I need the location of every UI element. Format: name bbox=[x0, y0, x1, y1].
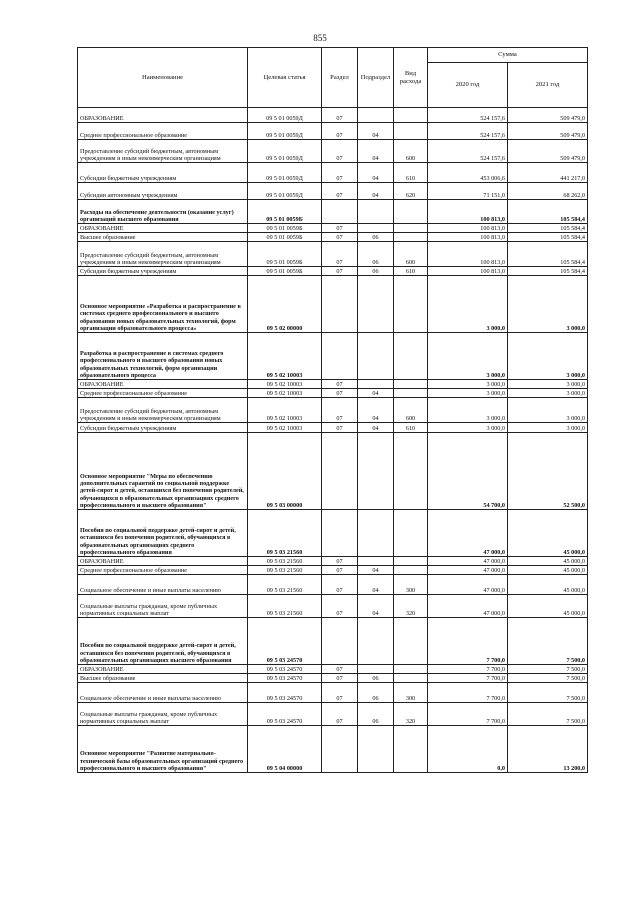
row-2020-cell: 453 006,6 bbox=[428, 163, 508, 183]
row-expense-cell: 300 bbox=[394, 683, 428, 703]
row-subsection-cell bbox=[358, 557, 394, 566]
row-subsection-cell bbox=[358, 618, 394, 665]
row-2020-cell: 3 000,0 bbox=[428, 423, 508, 433]
row-2020-cell: 47 000,0 bbox=[428, 557, 508, 566]
header-name: Наименование bbox=[78, 48, 248, 108]
row-section-cell: 07 bbox=[322, 183, 358, 200]
row-2020-cell: 524 157,6 bbox=[428, 140, 508, 163]
table-row bbox=[78, 267, 588, 276]
row-subsection-cell bbox=[358, 510, 394, 557]
row-code-cell: 09 5 01 0059Б bbox=[248, 200, 322, 224]
row-name-cell: Социальные выплаты гражданам, кроме публичных нормативных социальных выплат bbox=[78, 703, 248, 726]
row-2021-cell: 7 500,0 bbox=[508, 665, 588, 674]
row-section-cell bbox=[322, 726, 358, 773]
row-code-cell: 09 5 01 0059Б bbox=[248, 242, 322, 267]
header-sum: Сумма bbox=[428, 48, 588, 63]
row-2020-cell: 524 157,6 bbox=[428, 123, 508, 140]
row-section-cell: 07 bbox=[322, 380, 358, 389]
row-subsection-cell bbox=[358, 200, 394, 224]
table-row bbox=[78, 423, 588, 433]
row-2020-cell: 71 151,0 bbox=[428, 183, 508, 200]
row-name-cell: Среднее профессиональное образование bbox=[78, 123, 248, 140]
row-2020-cell: 100 813,0 bbox=[428, 200, 508, 224]
row-2021-cell: 68 262,0 bbox=[508, 183, 588, 200]
row-2021-cell: 509 479,0 bbox=[508, 123, 588, 140]
row-section-cell bbox=[322, 200, 358, 224]
row-expense-cell bbox=[394, 674, 428, 683]
budget-table bbox=[77, 47, 588, 773]
table-row bbox=[78, 233, 588, 242]
header-subsection: Подраздел bbox=[358, 48, 394, 108]
row-expense-cell bbox=[394, 276, 428, 333]
row-name-cell: Социальное обеспечение и иные выплаты населению bbox=[78, 683, 248, 703]
row-name-cell: Предоставление субсидий бюджетным, автономным учреждениям и иным некоммерческим организациям bbox=[78, 242, 248, 267]
row-subsection-cell bbox=[358, 224, 394, 233]
row-2021-cell: 7 500,0 bbox=[508, 674, 588, 683]
table-row bbox=[78, 200, 588, 224]
header-section: Раздел bbox=[322, 48, 358, 108]
row-2020-cell: 7 700,0 bbox=[428, 683, 508, 703]
row-code-cell: 09 5 03 21560 bbox=[248, 595, 322, 618]
row-section-cell: 07 bbox=[322, 267, 358, 276]
table-header bbox=[78, 48, 588, 108]
row-code-cell: 09 5 01 0059Д bbox=[248, 140, 322, 163]
row-name-cell: ОБРАЗОВАНИЕ bbox=[78, 380, 248, 389]
row-name-cell: Основное мероприятие "Развитие материально-технической базы образовательных организаций среднего профессионального и высшего образования" bbox=[78, 726, 248, 773]
row-subsection-cell bbox=[358, 665, 394, 674]
row-2021-cell: 3 000,0 bbox=[508, 398, 588, 423]
table-row bbox=[78, 703, 588, 726]
row-code-cell: 09 5 01 0059Д bbox=[248, 183, 322, 200]
row-2020-cell: 47 000,0 bbox=[428, 595, 508, 618]
row-subsection-cell: 06 bbox=[358, 242, 394, 267]
row-name-cell: Высшее образование bbox=[78, 674, 248, 683]
table-row bbox=[78, 510, 588, 557]
row-2020-cell: 524 157,6 bbox=[428, 108, 508, 123]
row-code-cell: 09 5 02 10003 bbox=[248, 380, 322, 389]
row-code-cell: 09 5 02 00000 bbox=[248, 276, 322, 333]
row-subsection-cell: 04 bbox=[358, 398, 394, 423]
row-subsection-cell bbox=[358, 108, 394, 123]
row-2020-cell: 3 000,0 bbox=[428, 276, 508, 333]
row-2021-cell: 3 000,0 bbox=[508, 423, 588, 433]
row-name-cell: ОБРАЗОВАНИЕ bbox=[78, 108, 248, 123]
row-2021-cell: 105 584,4 bbox=[508, 233, 588, 242]
row-code-cell: 09 5 02 10003 bbox=[248, 389, 322, 398]
row-expense-cell bbox=[394, 726, 428, 773]
row-expense-cell: 610 bbox=[394, 423, 428, 433]
row-2020-cell: 7 700,0 bbox=[428, 665, 508, 674]
row-expense-cell bbox=[394, 108, 428, 123]
row-subsection-cell: 06 bbox=[358, 703, 394, 726]
table-row bbox=[78, 183, 588, 200]
row-subsection-cell: 06 bbox=[358, 683, 394, 703]
table-row bbox=[78, 433, 588, 510]
row-name-cell: ОБРАЗОВАНИЕ bbox=[78, 224, 248, 233]
row-code-cell: 09 5 03 24570 bbox=[248, 703, 322, 726]
table-row bbox=[78, 566, 588, 575]
row-code-cell: 09 5 03 24570 bbox=[248, 683, 322, 703]
row-subsection-cell: 04 bbox=[358, 575, 394, 595]
row-section-cell: 07 bbox=[322, 683, 358, 703]
row-subsection-cell: 04 bbox=[358, 123, 394, 140]
row-expense-cell: 320 bbox=[394, 595, 428, 618]
row-code-cell: 09 5 03 00000 bbox=[248, 433, 322, 510]
row-name-cell: Среднее профессиональное образование bbox=[78, 389, 248, 398]
row-code-cell: 09 5 03 21560 bbox=[248, 557, 322, 566]
row-subsection-cell: 04 bbox=[358, 163, 394, 183]
row-subsection-cell bbox=[358, 433, 394, 510]
row-name-cell: Субсидии бюджетным учреждениям bbox=[78, 423, 248, 433]
row-expense-cell: 610 bbox=[394, 163, 428, 183]
row-code-cell: 09 5 03 21560 bbox=[248, 575, 322, 595]
row-2021-cell: 45 000,0 bbox=[508, 575, 588, 595]
row-2021-cell: 7 500,0 bbox=[508, 683, 588, 703]
row-name-cell: Предоставление субсидий бюджетным, автономным учреждениям и иным некоммерческим организациям bbox=[78, 140, 248, 163]
row-code-cell: 09 5 03 21560 bbox=[248, 566, 322, 575]
row-section-cell bbox=[322, 276, 358, 333]
row-expense-cell bbox=[394, 224, 428, 233]
table-row bbox=[78, 140, 588, 163]
table-row bbox=[78, 333, 588, 380]
row-code-cell: 09 5 04 00000 bbox=[248, 726, 322, 773]
row-name-cell: ОБРАЗОВАНИЕ bbox=[78, 665, 248, 674]
row-section-cell: 07 bbox=[322, 389, 358, 398]
row-subsection-cell bbox=[358, 276, 394, 333]
row-2020-cell: 3 000,0 bbox=[428, 398, 508, 423]
table-row bbox=[78, 108, 588, 123]
row-section-cell: 07 bbox=[322, 140, 358, 163]
row-expense-cell bbox=[394, 433, 428, 510]
row-expense-cell bbox=[394, 233, 428, 242]
row-2020-cell: 47 000,0 bbox=[428, 510, 508, 557]
row-2020-cell: 54 700,0 bbox=[428, 433, 508, 510]
row-section-cell: 07 bbox=[322, 703, 358, 726]
row-section-cell: 07 bbox=[322, 566, 358, 575]
row-code-cell: 09 5 01 0059Б bbox=[248, 233, 322, 242]
table-row bbox=[78, 618, 588, 665]
row-2021-cell: 3 000,0 bbox=[508, 333, 588, 380]
row-name-cell: Социальные выплаты гражданам, кроме публичных нормативных социальных выплат bbox=[78, 595, 248, 618]
row-2021-cell: 45 000,0 bbox=[508, 566, 588, 575]
row-section-cell bbox=[322, 618, 358, 665]
table-row bbox=[78, 380, 588, 389]
row-2020-cell: 3 000,0 bbox=[428, 380, 508, 389]
row-section-cell: 07 bbox=[322, 242, 358, 267]
row-2021-cell: 105 584,4 bbox=[508, 224, 588, 233]
row-name-cell: Субсидии автономным учреждениям bbox=[78, 183, 248, 200]
row-2021-cell: 45 000,0 bbox=[508, 595, 588, 618]
row-subsection-cell bbox=[358, 726, 394, 773]
row-expense-cell bbox=[394, 665, 428, 674]
row-name-cell: Пособия по социальной поддержке детей-сирот и детей, оставшихся без попечения родителей, обучающихся в образовательных организациях высшего образования bbox=[78, 618, 248, 665]
table-row bbox=[78, 389, 588, 398]
row-2020-cell: 7 700,0 bbox=[428, 618, 508, 665]
row-2021-cell: 441 217,0 bbox=[508, 163, 588, 183]
row-2021-cell: 105 584,4 bbox=[508, 267, 588, 276]
table-row bbox=[78, 674, 588, 683]
row-expense-cell bbox=[394, 557, 428, 566]
row-2021-cell: 3 000,0 bbox=[508, 380, 588, 389]
table-row bbox=[78, 665, 588, 674]
row-code-cell: 09 5 03 21560 bbox=[248, 510, 322, 557]
row-2020-cell: 100 813,0 bbox=[428, 242, 508, 267]
row-2020-cell: 3 000,0 bbox=[428, 389, 508, 398]
row-code-cell: 09 5 02 10003 bbox=[248, 333, 322, 380]
row-2021-cell: 52 500,0 bbox=[508, 433, 588, 510]
row-2020-cell: 7 700,0 bbox=[428, 703, 508, 726]
row-2020-cell: 47 000,0 bbox=[428, 575, 508, 595]
table-row bbox=[78, 398, 588, 423]
row-name-cell: ОБРАЗОВАНИЕ bbox=[78, 557, 248, 566]
row-2021-cell: 7 500,0 bbox=[508, 618, 588, 665]
row-code-cell: 09 5 03 24570 bbox=[248, 674, 322, 683]
table-row bbox=[78, 726, 588, 773]
row-name-cell: Разработка и распространение в системах среднего профессионального и высшего образования новых образовательных технологий, форм организации образовательного процесса bbox=[78, 333, 248, 380]
row-name-cell: Субсидии бюджетным учреждениям bbox=[78, 163, 248, 183]
row-section-cell: 07 bbox=[322, 575, 358, 595]
row-2021-cell: 509 479,0 bbox=[508, 140, 588, 163]
row-section-cell: 07 bbox=[322, 674, 358, 683]
row-2021-cell: 3 000,0 bbox=[508, 276, 588, 333]
row-expense-cell bbox=[394, 380, 428, 389]
row-section-cell: 07 bbox=[322, 595, 358, 618]
table-row bbox=[78, 575, 588, 595]
table-row bbox=[78, 683, 588, 703]
table-row bbox=[78, 242, 588, 267]
row-section-cell: 07 bbox=[322, 224, 358, 233]
row-code-cell: 09 5 02 10003 bbox=[248, 423, 322, 433]
table-body bbox=[78, 108, 588, 773]
row-name-cell: Основное мероприятие «Разработка и распространение в системах среднего профессионального и высшего образования новых образовательных технологий, форм организации образовательного процесса» bbox=[78, 276, 248, 333]
row-2021-cell: 105 584,4 bbox=[508, 200, 588, 224]
row-subsection-cell: 04 bbox=[358, 423, 394, 433]
header-2021: 2021 год bbox=[508, 63, 588, 108]
table-row bbox=[78, 276, 588, 333]
row-2021-cell: 3 000,0 bbox=[508, 389, 588, 398]
row-name-cell: Расходы на обеспечение деятельности (оказание услуг) организаций высшего образования bbox=[78, 200, 248, 224]
row-2020-cell: 7 700,0 bbox=[428, 674, 508, 683]
row-expense-cell: 600 bbox=[394, 140, 428, 163]
row-2020-cell: 0,0 bbox=[428, 726, 508, 773]
row-name-cell: Основное мероприятие "Меры по обеспечению дополнительных гарантий по социальной поддержке детей-сирот и детей, оставшихся без попечения родителей, обучающихся в образовательных организациях среднего профессионального и высшего образования" bbox=[78, 433, 248, 510]
row-expense-cell bbox=[394, 510, 428, 557]
row-code-cell: 09 5 01 0059Д bbox=[248, 108, 322, 123]
row-expense-cell bbox=[394, 123, 428, 140]
row-expense-cell: 320 bbox=[394, 703, 428, 726]
row-subsection-cell: 04 bbox=[358, 566, 394, 575]
row-2020-cell: 3 000,0 bbox=[428, 333, 508, 380]
row-code-cell: 09 5 01 0059Д bbox=[248, 123, 322, 140]
row-code-cell: 09 5 01 0059Б bbox=[248, 224, 322, 233]
header-2020: 2020 год bbox=[428, 63, 508, 108]
row-code-cell: 09 5 02 10003 bbox=[248, 398, 322, 423]
page-number: 855 bbox=[313, 33, 327, 43]
row-2020-cell: 100 813,0 bbox=[428, 233, 508, 242]
row-expense-cell: 610 bbox=[394, 267, 428, 276]
row-section-cell: 07 bbox=[322, 557, 358, 566]
row-subsection-cell: 04 bbox=[358, 140, 394, 163]
row-name-cell: Предоставление субсидий бюджетным, автономным учреждениям и иным некоммерческим организациям bbox=[78, 398, 248, 423]
row-expense-cell bbox=[394, 566, 428, 575]
row-section-cell bbox=[322, 333, 358, 380]
row-name-cell: Социальное обеспечение и иные выплаты населению bbox=[78, 575, 248, 595]
row-section-cell bbox=[322, 433, 358, 510]
row-2021-cell: 45 000,0 bbox=[508, 510, 588, 557]
row-expense-cell: 600 bbox=[394, 398, 428, 423]
row-section-cell: 07 bbox=[322, 163, 358, 183]
row-expense-cell bbox=[394, 389, 428, 398]
table-row bbox=[78, 163, 588, 183]
row-expense-cell bbox=[394, 333, 428, 380]
row-expense-cell bbox=[394, 200, 428, 224]
row-expense-cell bbox=[394, 618, 428, 665]
header-target: Целевая статья bbox=[248, 48, 322, 108]
row-subsection-cell: 04 bbox=[358, 389, 394, 398]
row-expense-cell: 600 bbox=[394, 242, 428, 267]
row-section-cell: 07 bbox=[322, 123, 358, 140]
row-name-cell: Высшее образование bbox=[78, 233, 248, 242]
row-section-cell: 07 bbox=[322, 233, 358, 242]
row-name-cell: Среднее профессиональное образование bbox=[78, 566, 248, 575]
row-code-cell: 09 5 01 0059Д bbox=[248, 163, 322, 183]
table-row bbox=[78, 595, 588, 618]
row-2020-cell: 47 000,0 bbox=[428, 566, 508, 575]
table-row bbox=[78, 557, 588, 566]
table-row bbox=[78, 123, 588, 140]
row-subsection-cell: 06 bbox=[358, 674, 394, 683]
row-section-cell: 07 bbox=[322, 398, 358, 423]
row-subsection-cell: 04 bbox=[358, 183, 394, 200]
row-code-cell: 09 5 01 0059Б bbox=[248, 267, 322, 276]
row-subsection-cell: 06 bbox=[358, 267, 394, 276]
row-2021-cell: 509 479,0 bbox=[508, 108, 588, 123]
row-name-cell: Субсидии бюджетным учреждениям bbox=[78, 267, 248, 276]
row-expense-cell: 620 bbox=[394, 183, 428, 200]
row-section-cell: 07 bbox=[322, 423, 358, 433]
row-2020-cell: 100 813,0 bbox=[428, 224, 508, 233]
row-name-cell: Пособия по социальной поддержке детей-сирот и детей, оставшихся без попечения родителей, обучающихся в образовательных организациях среднего профессионального образования bbox=[78, 510, 248, 557]
row-subsection-cell bbox=[358, 333, 394, 380]
row-section-cell bbox=[322, 510, 358, 557]
header-expense: Вид расхода bbox=[394, 48, 428, 108]
row-2020-cell: 100 813,0 bbox=[428, 267, 508, 276]
row-expense-cell: 300 bbox=[394, 575, 428, 595]
table-row bbox=[78, 224, 588, 233]
row-2021-cell: 7 500,0 bbox=[508, 703, 588, 726]
row-2021-cell: 45 000,0 bbox=[508, 557, 588, 566]
row-code-cell: 09 5 03 24570 bbox=[248, 618, 322, 665]
row-section-cell: 07 bbox=[322, 108, 358, 123]
row-2021-cell: 13 200,0 bbox=[508, 726, 588, 773]
row-subsection-cell bbox=[358, 380, 394, 389]
row-2021-cell: 105 584,4 bbox=[508, 242, 588, 267]
row-subsection-cell: 06 bbox=[358, 233, 394, 242]
row-code-cell: 09 5 03 24570 bbox=[248, 665, 322, 674]
row-section-cell: 07 bbox=[322, 665, 358, 674]
row-subsection-cell: 04 bbox=[358, 595, 394, 618]
